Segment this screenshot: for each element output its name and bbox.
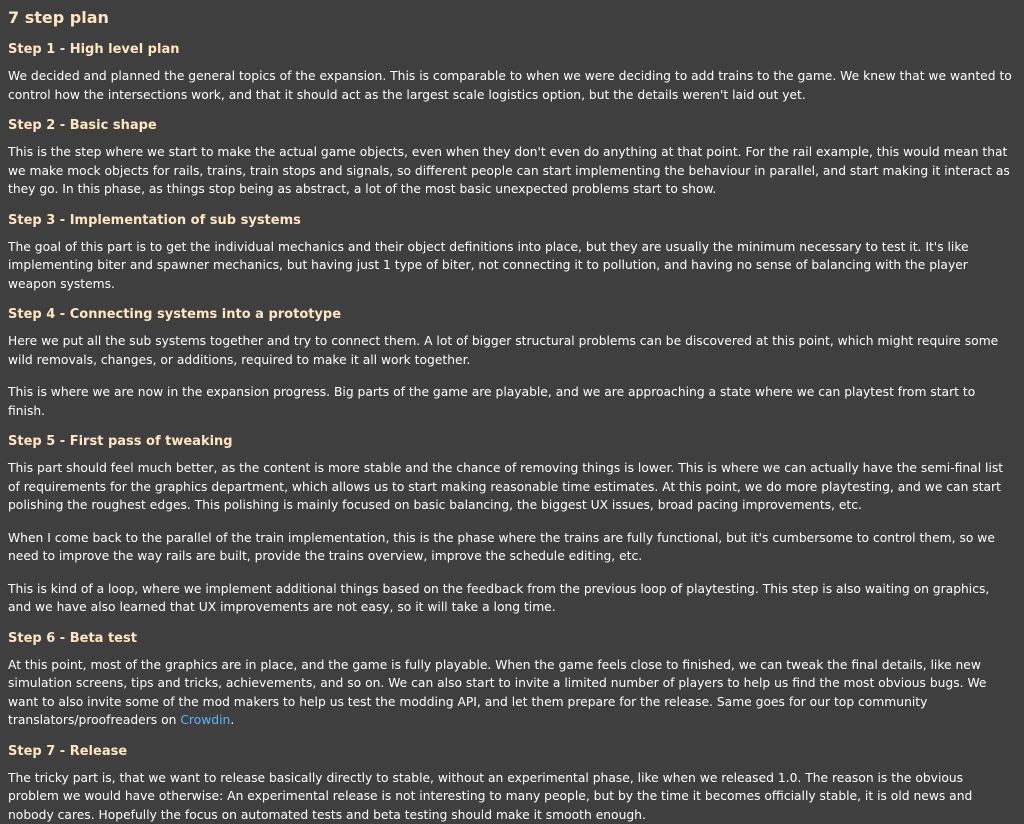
paragraph: This is the step where we start to make the actual game objects, even when they don't even do anything at that point. For the rail example, this would mean that we make mock objects for rails, trains, train stops and signals, so different people can start implementing the behaviour in parallel, and start making it interact as they go. In this phase, as things stop being as abstract, a lot of the most basic unexpected problems start to show. <box>8 143 1016 199</box>
step-4 <box>8 307 1016 420</box>
step-2 <box>8 118 1016 199</box>
step-heading: Step 6 - Beta test <box>8 631 1016 647</box>
paragraph: This is kind of a loop, where we implement additional things based on the feedback from the previous loop of playtesting. This step is also waiting on graphics, and we have also learned that UX improvements are not easy, so it will take a long time. <box>8 580 1016 617</box>
step-heading: Step 5 - First pass of tweaking <box>8 434 1016 450</box>
step-5 <box>8 434 1016 617</box>
step-7 <box>8 744 1016 824</box>
paragraph: The goal of this part is to get the individual mechanics and their object definitions into place, but they are usually the minimum necessary to test it. It's like implementing biter and spawner mechanics, but having just 1 type of biter, not connecting it to pollution, and having no sense of balancing with the player weapon systems. <box>8 238 1016 294</box>
step-6 <box>8 631 1016 730</box>
paragraph-end: . <box>230 713 234 727</box>
crowdin-link[interactable]: Crowdin <box>180 713 230 727</box>
paragraph <box>8 656 1016 730</box>
paragraph: When I come back to the parallel of the train implementation, this is the phase where the trains are fully functional, but it's cumbersome to control them, so we need to improve the way rails are built, provide the trains overview, improve the schedule editing, etc. <box>8 529 1016 566</box>
step-heading: Step 7 - Release <box>8 744 1016 760</box>
step-3 <box>8 213 1016 294</box>
paragraph: This is where we are now in the expansion progress. Big parts of the game are playable, and we are approaching a state where we can playtest from start to finish. <box>8 383 1016 420</box>
step-heading: Step 1 - High level plan <box>8 42 1016 58</box>
paragraph: Here we put all the sub systems together and try to connect them. A lot of bigger structural problems can be discovered at this point, which might require some wild removals, changes, or additions, required to make it all work together. <box>8 332 1016 369</box>
page-title: 7 step plan <box>8 0 1016 28</box>
step-heading: Step 2 - Basic shape <box>8 118 1016 134</box>
step-heading: Step 3 - Implementation of sub systems <box>8 213 1016 229</box>
paragraph: The tricky part is, that we want to release basically directly to stable, without an experimental phase, like when we released 1.0. The reason is the obvious problem we would have otherwise: An experimental release is not interesting to many people, but by the time it becomes officially stable, it is old news and nobody cares. Hopefully the focus on automated tests and beta testing should make it smooth enough. <box>8 769 1016 824</box>
paragraph: This part should feel much better, as the content is more stable and the chance of removing things is lower. This is where we can actually have the semi-final list of requirements for the graphics department, which allows us to start making reasonable time estimates. At this point, we do more playtesting, and we can start polishing the roughest edges. This polishing is mainly focused on basic balancing, the biggest UX issues, broad pacing improvements, etc. <box>8 459 1016 515</box>
step-1 <box>8 42 1016 104</box>
paragraph: We decided and planned the general topics of the expansion. This is comparable to when we were deciding to add trains to the game. We knew that we wanted to control how the intersections work, and that it should act as the largest scale logistics option, but the details weren't laid out yet. <box>8 67 1016 104</box>
paragraph-text: At this point, most of the graphics are in place, and the game is fully playable. When the game feels close to finished, we can tweak the final details, like new simulation screens, tips and tricks, achievements, and so on. We can also start to invite a limited number of players to help us find the most obvious bugs. We want to also invite some of the mod makers to help us test the modding API, and let them prepare for the release. Same goes for our top community translators/proofreaders on <box>8 658 986 728</box>
step-heading: Step 4 - Connecting systems into a prototype <box>8 307 1016 323</box>
